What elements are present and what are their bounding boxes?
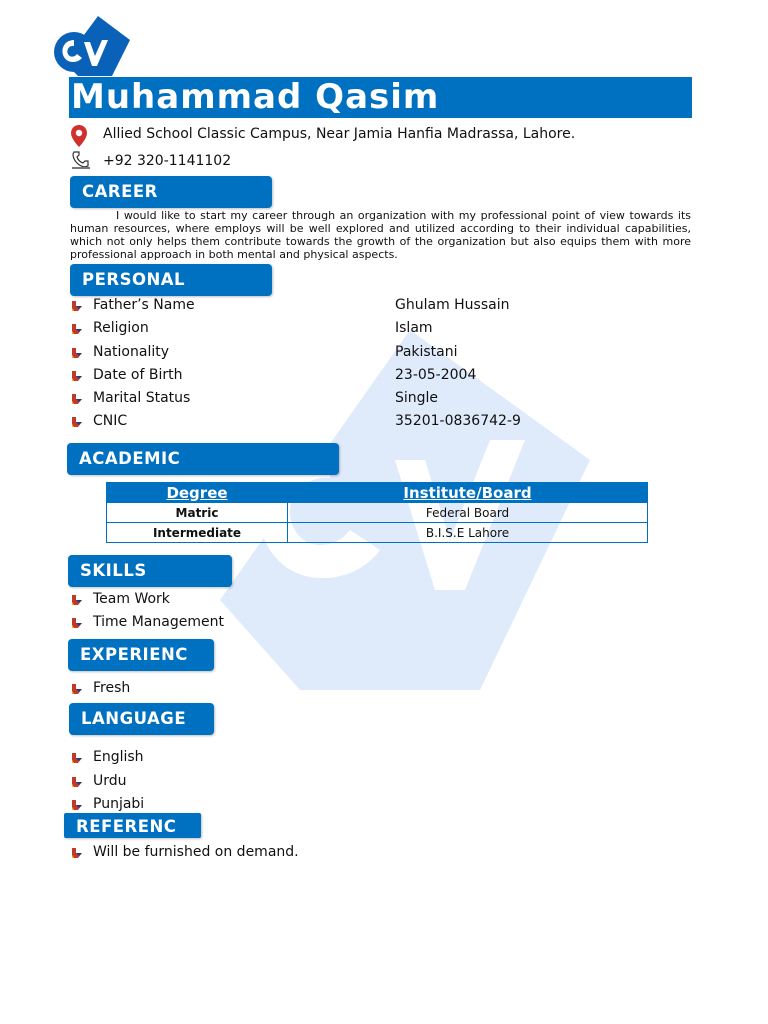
table-header-row xyxy=(107,483,648,503)
arrow-bullet-icon xyxy=(70,347,84,359)
personal-item-value: Islam xyxy=(395,320,433,336)
board-cell: Federal Board xyxy=(288,503,648,523)
section-career-heading: CAREER xyxy=(70,176,272,208)
column-header-institute: Institute/Board xyxy=(288,483,648,503)
arrow-bullet-icon xyxy=(70,323,84,335)
location-pin-icon xyxy=(69,124,89,148)
reference-item-label: Will be furnished on demand. xyxy=(93,844,299,860)
personal-item-label: Date of Birth xyxy=(93,367,183,383)
arrow-bullet-icon xyxy=(70,393,84,405)
cv-logo-icon xyxy=(50,14,132,80)
phone-text: +92 320-1141102 xyxy=(103,153,232,169)
personal-item-value: Ghulam Hussain xyxy=(395,297,510,313)
personal-item-label: CNIC xyxy=(93,413,128,429)
table-row xyxy=(107,503,648,523)
skill-item-label: Team Work xyxy=(93,591,170,607)
arrow-bullet-icon xyxy=(70,617,84,629)
arrow-bullet-icon xyxy=(70,776,84,788)
arrow-bullet-icon xyxy=(70,370,84,382)
phone-icon xyxy=(70,150,92,170)
degree-cell: Matric xyxy=(107,503,288,523)
section-academic-heading: ACADEMIC xyxy=(67,443,339,475)
personal-item-value: 23-05-2004 xyxy=(395,367,477,383)
academic-table xyxy=(106,482,648,543)
section-experience-heading: EXPERIENC xyxy=(68,639,214,671)
arrow-bullet-icon xyxy=(70,300,84,312)
section-skills-heading: SKILLS xyxy=(68,555,232,587)
section-language-heading: LANGUAGE xyxy=(69,703,214,735)
table-row xyxy=(107,523,648,543)
arrow-bullet-icon xyxy=(70,752,84,764)
arrow-bullet-icon xyxy=(70,683,84,695)
arrow-bullet-icon xyxy=(70,416,84,428)
personal-item-value: Single xyxy=(395,390,439,406)
career-objective-text: I would like to start my career through an organization with my professional point of view towards its human resources, where employs will be well explored and utilized according to their individual capabilities, which not only helps them contribute towards the growth of the organization but also equips them with more professional approach in both mental and physical aspects. xyxy=(70,209,691,261)
experience-item-label: Fresh xyxy=(93,680,131,696)
section-personal-heading: PERSONAL xyxy=(70,264,272,296)
personal-item-label: Father’s Name xyxy=(93,297,195,313)
personal-item-label: Nationality xyxy=(93,344,170,360)
skill-item-label: Time Management xyxy=(93,614,224,630)
language-item-label: English xyxy=(93,749,144,765)
personal-item-label: Marital Status xyxy=(93,390,191,406)
candidate-name: Muhammad Qasim xyxy=(71,77,440,117)
board-cell: B.I.S.E Lahore xyxy=(288,523,648,543)
section-reference-heading: REFERENC xyxy=(64,813,201,838)
arrow-bullet-icon xyxy=(70,799,84,811)
personal-item-label: Religion xyxy=(93,320,149,336)
language-item-label: Urdu xyxy=(93,773,127,789)
name-banner xyxy=(69,77,692,118)
address-text: Allied School Classic Campus, Near Jamia Hanfia Madrassa, Lahore. xyxy=(103,126,576,142)
language-item-label: Punjabi xyxy=(93,796,145,812)
personal-item-value: Pakistani xyxy=(395,344,458,360)
arrow-bullet-icon xyxy=(70,594,84,606)
degree-cell: Intermediate xyxy=(107,523,288,543)
arrow-bullet-icon xyxy=(70,847,84,859)
column-header-degree: Degree xyxy=(107,483,288,503)
personal-item-value: 35201-0836742-9 xyxy=(395,413,521,429)
